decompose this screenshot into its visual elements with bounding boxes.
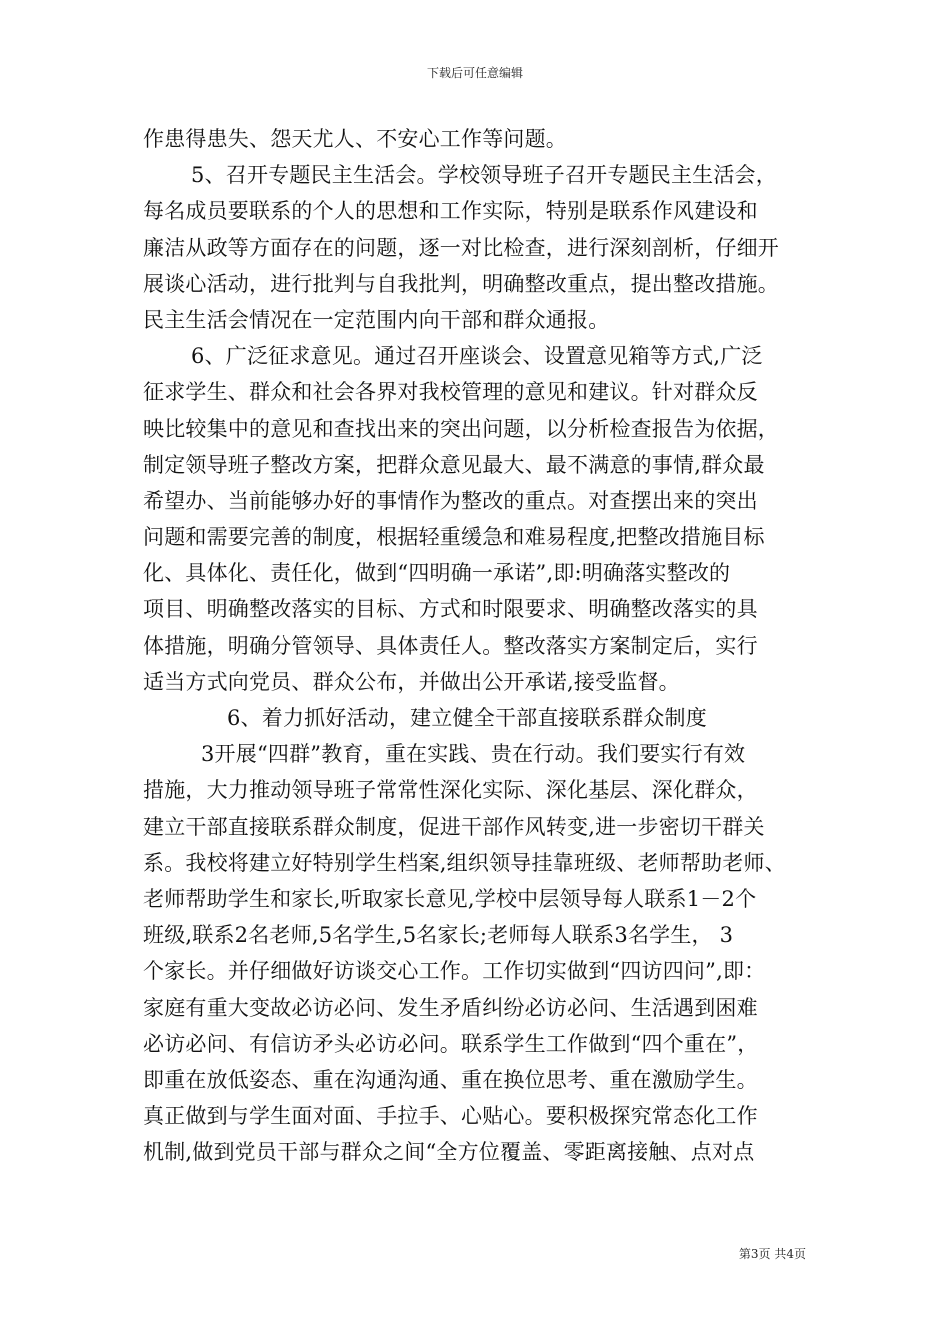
text-line: 体措施，明确分管领导、具体责任人。整改落实方案制定后，实行 xyxy=(143,633,758,658)
text-line: 老师帮助学生和家长,听取家长意见,学校中层领导每人联系1－2个 xyxy=(143,886,757,911)
text-line: 展谈心活动，进行批判与自我批判，明确整改重点，提出整改措施。 xyxy=(143,271,779,296)
text-line: 系。我校将建立好特别学生档案,组织领导挂靠班级、老师帮助老师、 xyxy=(143,850,786,875)
text-line: 作患得患失、怨天尤人、不安心工作等问题。 xyxy=(143,127,567,151)
text-line: 6、广泛征求意见。通过召开座谈会、设置意见箱等方式,广泛 xyxy=(191,344,763,369)
document-body xyxy=(143,121,805,1170)
text-line: 个家长。并仔细做好访谈交心工作。工作切实做到“四访四问”,即： xyxy=(143,959,766,984)
text-line: 廉洁从政等方面存在的问题，逐一对比检查，进行深刻剖析，仔细开 xyxy=(143,235,779,260)
text-line: 3开展“四群”教育，重在实践、贵在行动。我们要实行有效 xyxy=(201,742,746,767)
text-line: 机制,做到党员干部与群众之间“全方位覆盖、零距离接触、点对点 xyxy=(143,1140,755,1165)
text-line: 化、具体化、责任化，做到“四明确一承诺”,即:明确落实整改的 xyxy=(143,561,731,586)
text-line: 必访必问、有信访矛头必访必问。联系学生工作做到“四个重在”， xyxy=(143,1031,759,1056)
page-number: 第3页 共4页 xyxy=(738,1247,806,1261)
text-line: 6、着力抓好活动，建立健全干部直接联系群众制度 xyxy=(227,706,707,730)
text-line: 建立干部直接联系群众制度，促进干部作风转变,进一步密切干群关 xyxy=(143,814,765,839)
text-line: 希望办、当前能够办好的事情作为整改的重点。对查摆出来的突出 xyxy=(143,488,758,513)
text-line: 项目、明确整改落实的目标、方式和时限要求、明确整改落实的具 xyxy=(143,597,758,622)
text-line: 适当方式向党员、群众公布，并做出公开承诺,接受监督。 xyxy=(143,669,680,694)
text-line: 制定领导班子整改方案，把群众意见最大、最不满意的事情,群众最 xyxy=(143,452,765,477)
text-line: 问题和需要完善的制度，根据轻重缓急和难易程度,把整改措施目标 xyxy=(143,525,765,550)
text-line: 班级,联系2名老师,5名学生,5名家长;老师每人联系3名学生， 3 xyxy=(143,923,734,948)
page-header: 下载后可任意编辑 xyxy=(426,66,523,80)
text-line: 民主生活会情况在一定范围内向干部和群众通报。 xyxy=(143,307,610,332)
text-line: 真正做到与学生面对面、手拉手、心贴心。要积极探究常态化工作 xyxy=(143,1104,758,1129)
text-line: 即重在放低姿态、重在沟通沟通、重在换位思考、重在激励学生。 xyxy=(143,1067,758,1092)
text-line: 措施，大力推动领导班子常常性深化实际、深化基层、深化群众， xyxy=(143,778,758,803)
text-line: 5、召开专题民主生活会。学校领导班子召开专题民主生活会， xyxy=(191,163,777,188)
text-line: 每名成员要联系的个人的思想和工作实际，特别是联系作风建设和 xyxy=(143,199,758,224)
text-line: 家庭有重大变故必访必问、发生矛盾纠纷必访必问、生活遇到困难 xyxy=(143,995,758,1020)
text-line: 映比较集中的意见和查找出来的突出问题，以分析检查报告为依据， xyxy=(143,416,779,441)
text-line: 征求学生、群众和社会各界对我校管理的意见和建议。针对群众反 xyxy=(143,380,758,405)
